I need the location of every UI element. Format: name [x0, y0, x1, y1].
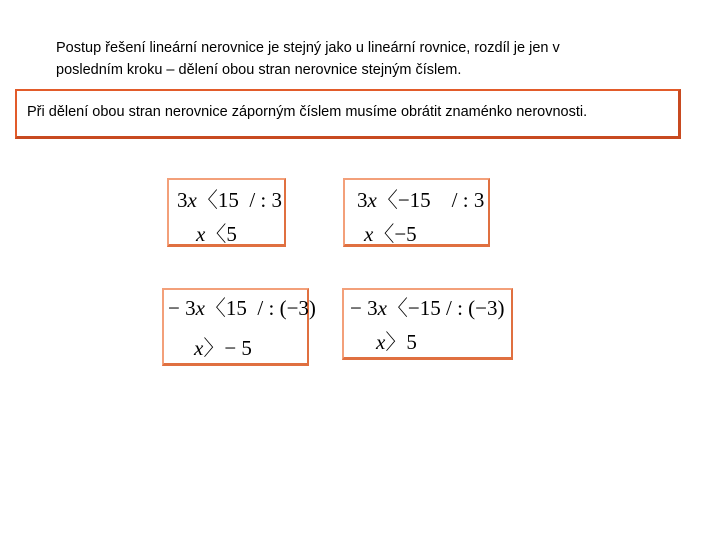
result-rest: 〈5	[205, 222, 237, 246]
example-negative-divisor-2	[342, 288, 513, 360]
example-positive-divisor-1	[167, 178, 286, 247]
rule-text: Při dělení obou stran nerovnice záporným číslem musíme obrátit znaménko nerovnosti.	[27, 104, 588, 120]
inequality-line	[168, 296, 316, 320]
result-rest: 〉5	[385, 330, 417, 354]
inequality-rest: 〈−15 / : (−3)	[386, 296, 505, 320]
inequality-rest: 〈15 / : 3	[196, 188, 282, 212]
coefficient: 3	[357, 188, 368, 212]
inequality-rest: 〈−15 / : 3	[376, 188, 485, 212]
intro-line-2: posledním kroku – dělení obou stran nerovnice stejným číslem.	[56, 62, 462, 78]
variable: x	[376, 330, 386, 354]
inequality-line	[357, 188, 484, 212]
rule-callout	[15, 89, 681, 139]
variable: x	[377, 296, 387, 320]
intro-text	[56, 37, 696, 81]
result-rest: 〈−5	[373, 222, 417, 246]
result-line	[376, 330, 417, 354]
intro-line-1: Postup řešení lineární nerovnice je stejný jako u lineární rovnice, rozdíl je jen v	[56, 40, 560, 56]
result-line	[364, 222, 417, 246]
inequality-line	[350, 296, 505, 320]
inequality-line	[177, 188, 282, 212]
result-rest: 〉− 5	[203, 336, 252, 360]
inequality-rest: 〈15 / : (−3)	[204, 296, 316, 320]
coefficient: − 3	[168, 296, 196, 320]
variable: x	[367, 188, 377, 212]
example-positive-divisor-2	[343, 178, 490, 247]
coefficient: 3	[177, 188, 188, 212]
variable: x	[187, 188, 197, 212]
variable: x	[195, 296, 205, 320]
result-line	[194, 336, 252, 360]
variable: x	[196, 222, 206, 246]
example-negative-divisor-1	[162, 288, 316, 366]
coefficient: − 3	[350, 296, 378, 320]
variable: x	[194, 336, 204, 360]
variable: x	[364, 222, 374, 246]
result-line	[196, 222, 237, 246]
